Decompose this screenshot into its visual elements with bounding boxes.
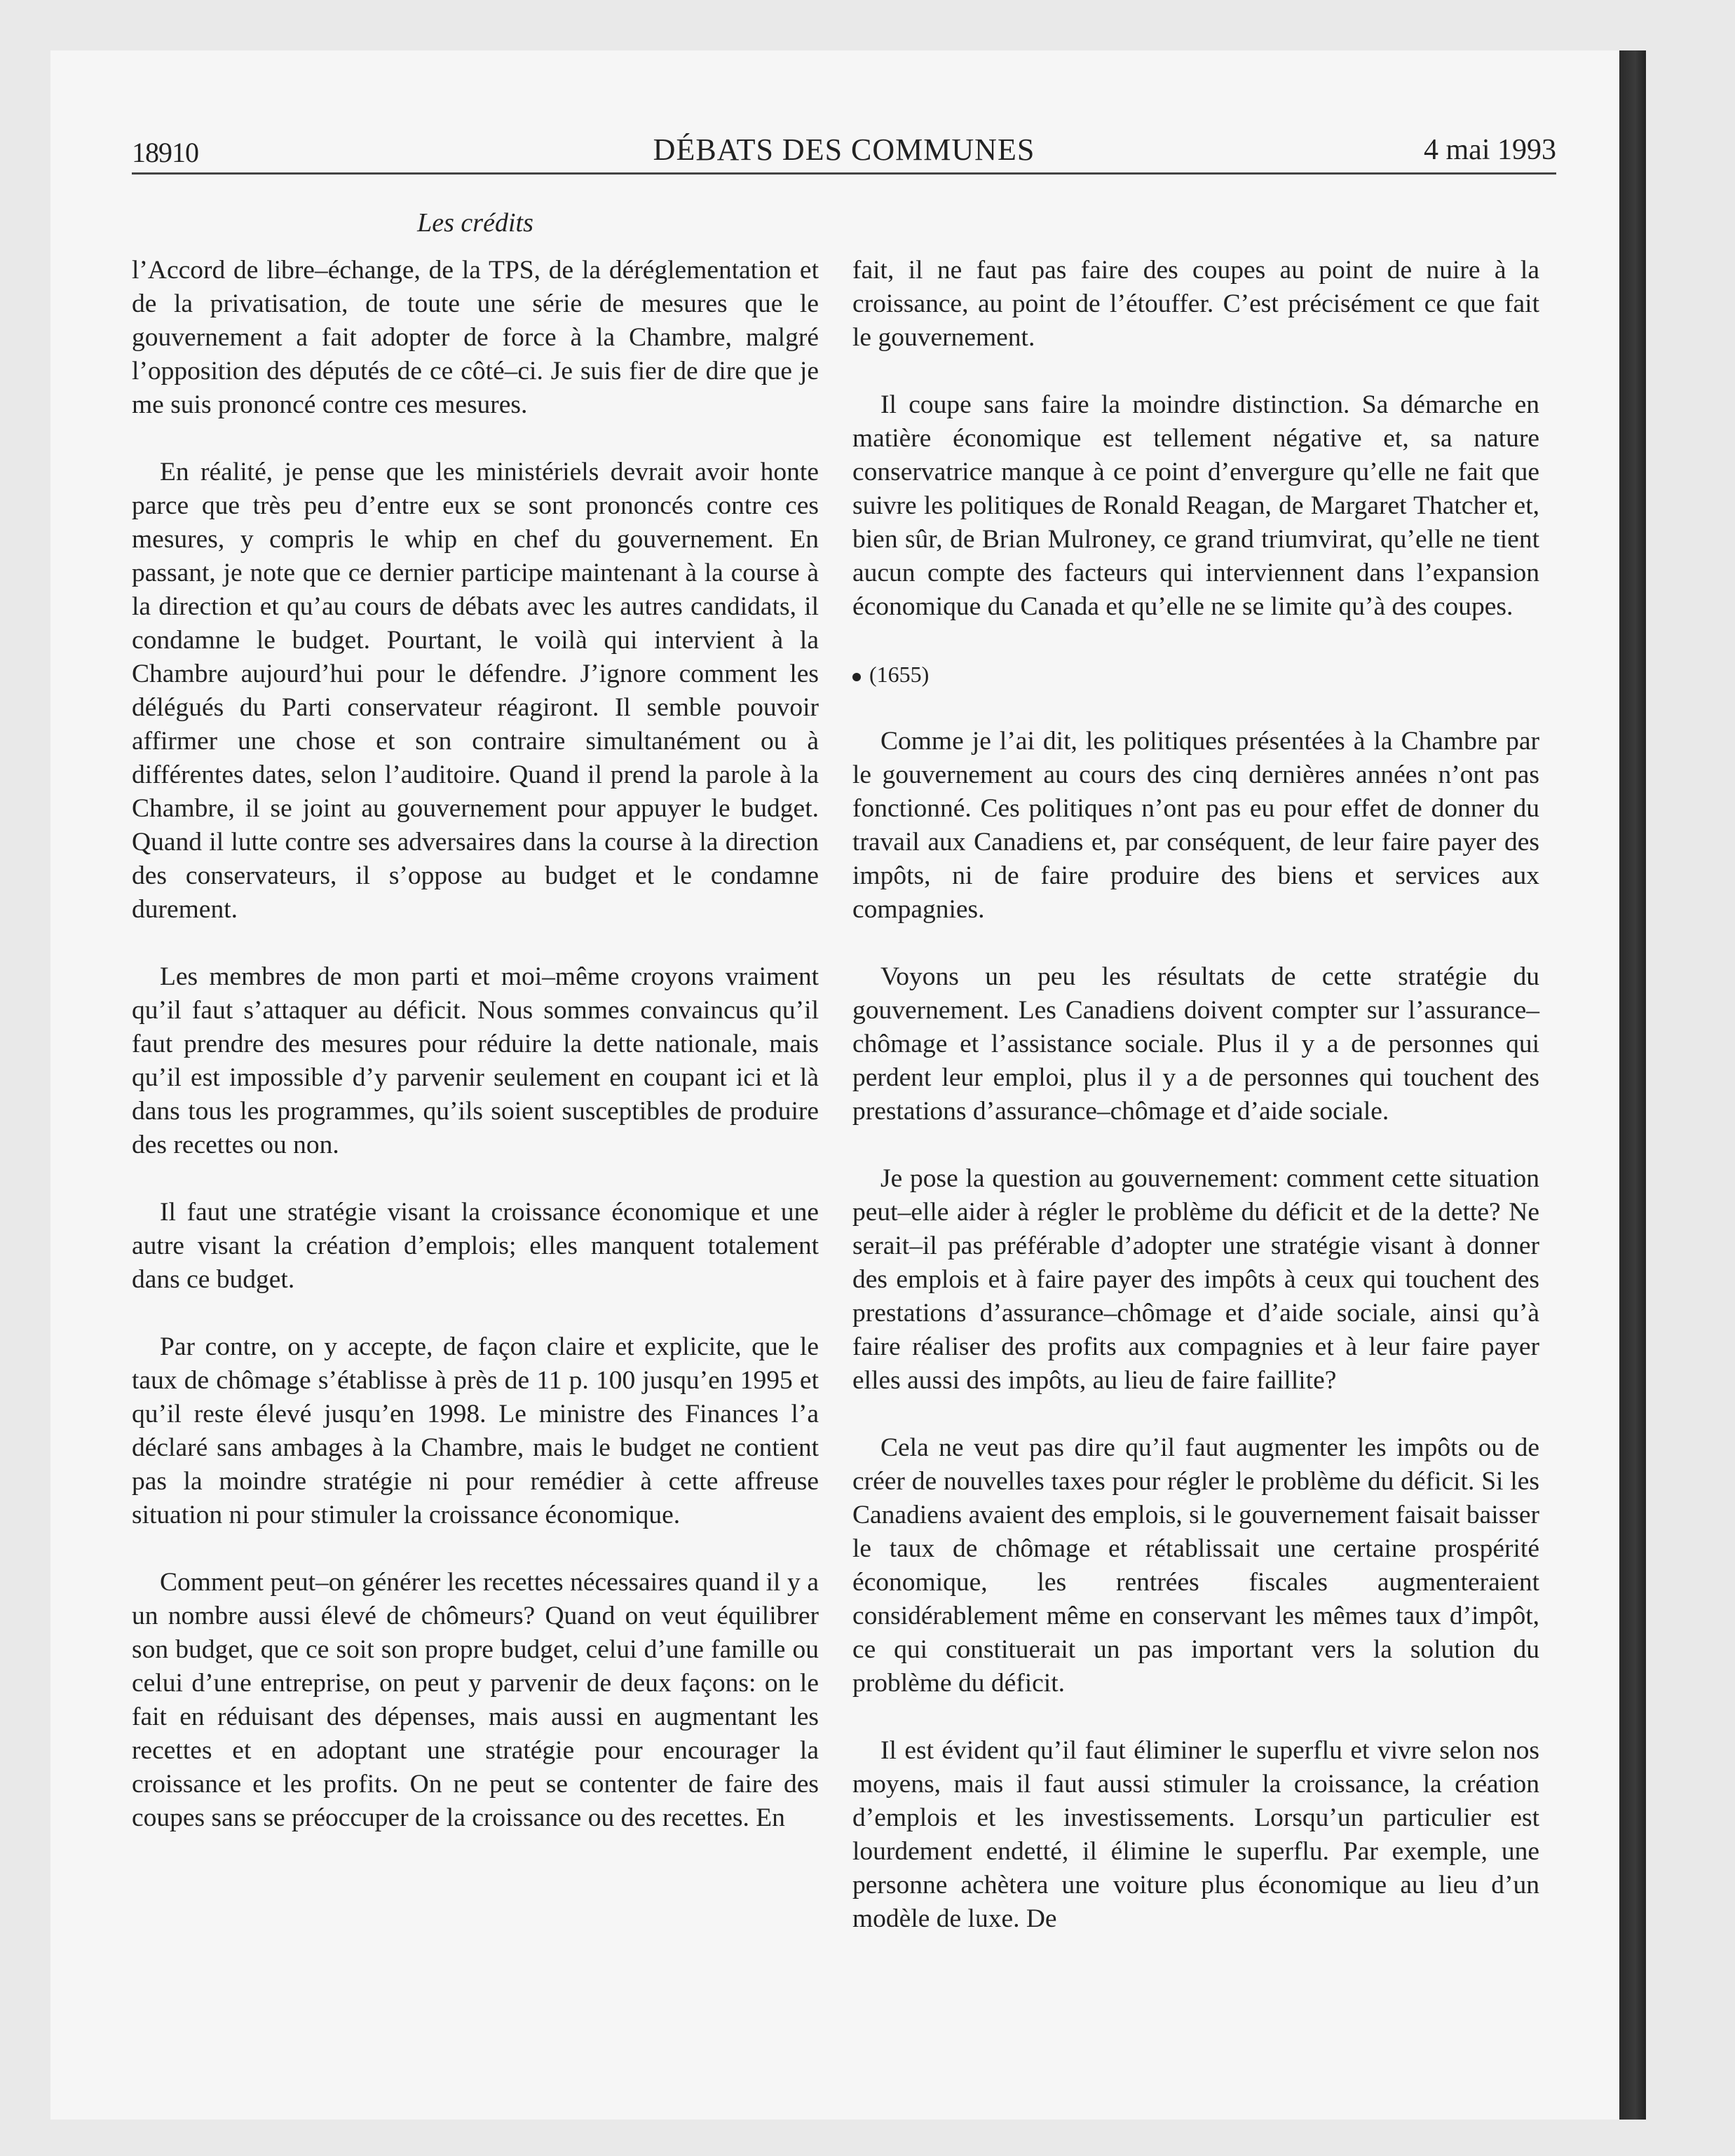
page-number: 18910 xyxy=(132,137,198,168)
right-column xyxy=(852,254,1539,1970)
page-header xyxy=(132,130,1556,175)
paragraph: Comment peut–on générer les recettes nécessaires quand il y a un nombre aussi élevé de chômeurs? Quand on veut équilibrer son budget, que ce soit son propre budget, celui d’une famille ou celui d’une entreprise, on peut y parvenir de deux façons: on le fait en réduisant des dépenses, mais aussi en augmentant les recettes et en adoptant une stratégie pour encourager la croissance et les profits. On ne peut se contenter de faire des coupes sans se préoccuper de la croissance ou des recettes. En xyxy=(132,1568,819,1832)
paragraph: fait, il ne faut pas faire des coupes au point de nuire à la croissance, au point de l’étouffer. C’est précisément ce que fait le gouvernement. xyxy=(852,256,1539,352)
paragraph: En réalité, je pense que les ministériels devrait avoir honte parce que très peu d’entre eux se sont prononcés contre ces mesures, y compris le whip en chef du gouvernement. En passant, je note que ce dernier participe maintenant à la course à la direction et qu’au cours de débats avec les autres candidats, il condamne le budget. Pourtant, le voilà qui intervient à la Chambre aujourd’hui pour le défendre. J’ignore comment les délégués du Parti conservateur réagiront. Il semble pouvoir affirmer une chose et son contraire simultanément ou à différentes dates, selon l’auditoire. Quand il prend la parole à la Chambre, il se joint au gouvernement pour appuyer le budget. Quand il lutte contre ses adversaires dans la course à la direction des conservateurs, il s’oppose au budget et le condamne durement. xyxy=(132,458,819,924)
paragraph: Par contre, on y accepte, de façon claire et explicite, que le taux de chômage s’établisse à près de 11 p. 100 jusqu’en 1995 et qu’il reste élevé jusqu’en 1998. Le ministre des Finances l’a déclaré sans ambages à la Chambre, mais le budget ne contient pas la moindre stratégie ni pour remédier à cette affreuse situation ni pour stimuler la croissance économique. xyxy=(132,1332,819,1529)
bullet-icon xyxy=(852,673,861,681)
left-column xyxy=(132,254,819,1869)
paragraph: l’Accord de libre–échange, de la TPS, de la déréglementation et de la privatisation, de toute une série de mesures que le gouvernement a fait adopter de force à la Chambre, malgré l’opposition des députés de ce côté–ci. Je suis fier de dire que je me suis prononcé contre ces mesures. xyxy=(132,256,819,419)
time-marker xyxy=(852,657,1539,691)
paragraph: Il faut une stratégie visant la croissance économique et une autre visant la création d’emplois; elles manquent totalement dans ce budget. xyxy=(132,1198,819,1294)
paragraph: Je pose la question au gouvernement: comment cette situation peut–elle aider à régler le problème du déficit et de la dette? Ne serait–il pas préférable d’adopter une stratégie visant à donner des emplois et à faire payer des impôts à ceux qui touchent des prestations d’assurance–chômage et d’aide sociale, ainsi qu’à faire réaliser des profits aux compagnies et à leur faire payer elles aussi des impôts, au lieu de faire faillite? xyxy=(852,1164,1539,1395)
paragraph: Les membres de mon parti et moi–même croyons vraiment qu’il faut s’attaquer au déficit. Nous sommes convaincus qu’il faut prendre des mesures pour réduire la dette nationale, mais qu’il est impossible d’y parvenir seulement en coupant ici et là dans tous les programmes, qu’ils soient susceptibles de produire des recettes ou non. xyxy=(132,962,819,1159)
paragraph: Il coupe sans faire la moindre distinction. Sa démarche en matière économique est tellement négative et, sa nature conservatrice manque à ce point d’envergure qu’elle ne fait que suivre les politiques de Ronald Reagan, de Margaret Thatcher et, bien sûr, de Brian Mulroney, ce grand triumvirat, qu’elle ne tient aucun compte des facteurs qui interviennent dans l’expansion économique du Canada et qu’elle ne se limite qu’à des coupes. xyxy=(852,390,1539,621)
paragraph: Il est évident qu’il faut éliminer le superflu et vivre selon nos moyens, mais il faut aussi stimuler la croissance, la création d’emplois et les investissements. Lorsqu’un particulier est lourdement endetté, il élimine le superflu. Par exemple, une personne achètera une voiture plus économique au lieu d’un modèle de luxe. De xyxy=(852,1736,1539,1933)
paragraph: Cela ne veut pas dire qu’il faut augmenter les impôts ou de créer de nouvelles taxes pour régler le problème du déficit. Si les Canadiens avaient des emplois, si le gouvernement faisait baisser le taux de chômage et rétablissait une certaine prospérité économique, les rentrées fiscales augmenteraient considérablement même en conservant les mêmes taux d’impôt, ce qui constituerait un pas important vers la solution du problème du déficit. xyxy=(852,1433,1539,1698)
paragraph: Comme je l’ai dit, les politiques présentées à la Chambre par le gouvernement au cours des cinq dernières années n’ont pas fonctionné. Ces politiques n’ont pas eu pour effet de donner du travail aux Canadiens et, par conséquent, de leur faire payer des impôts, ni de faire produire des biens et services aux compagnies. xyxy=(852,727,1539,924)
scan-binding-edge xyxy=(1619,50,1646,2120)
journal-title: DÉBATS DES COMMUNES xyxy=(653,132,1035,167)
publication-date: 4 mai 1993 xyxy=(1424,134,1556,166)
section-title: Les crédits xyxy=(417,208,533,238)
time-marker-label: (1655) xyxy=(869,662,930,687)
paragraph: Voyons un peu les résultats de cette stratégie du gouvernement. Les Canadiens doivent compter sur l’assurance–chômage et l’assistance sociale. Plus il y a de personnes qui perdent leur emploi, plus il y a de personnes qui touchent des prestations d’assurance–chômage et d’aide sociale. xyxy=(852,962,1539,1126)
